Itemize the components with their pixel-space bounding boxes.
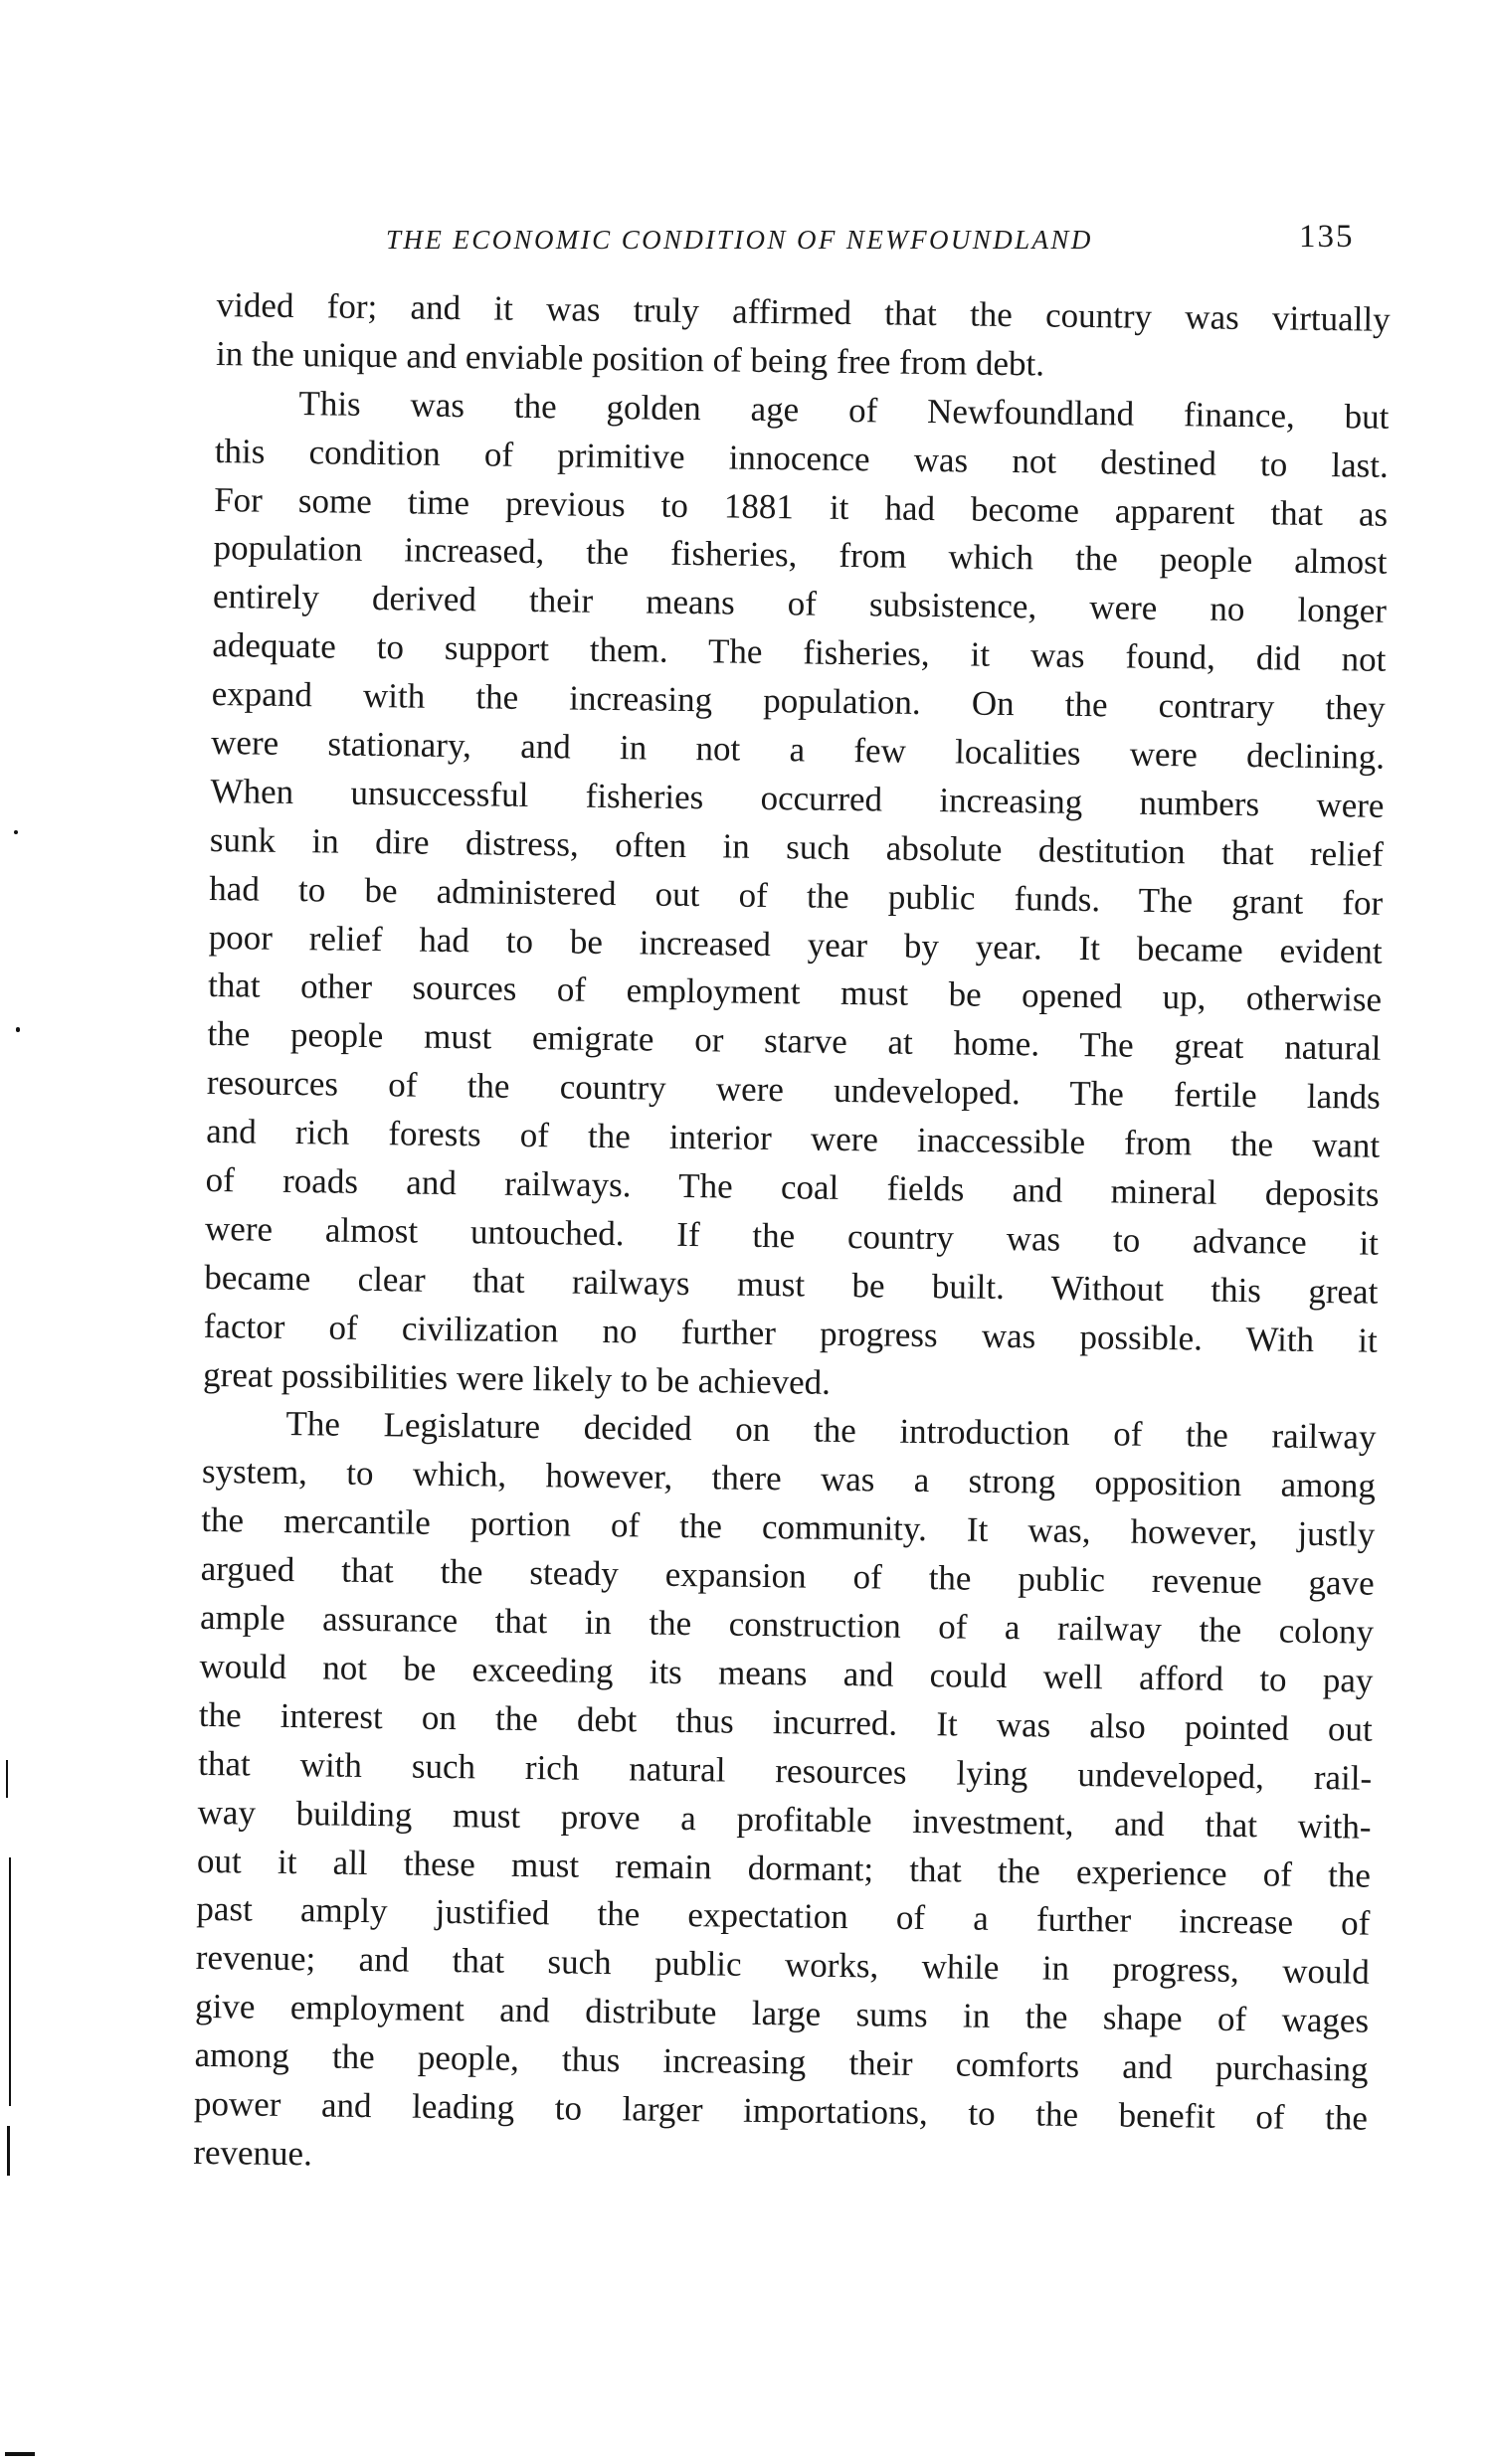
text-line: ample assurance that in the construction of a railway the colony: [199, 1597, 1375, 1652]
paragraph: [193, 1399, 1377, 2192]
paragraph: [216, 281, 1391, 394]
text-line: the people must emigrate or starve at home. The great natural: [207, 1014, 1382, 1069]
running-title: THE ECONOMIC CONDITION OF NEWFOUNDLAND: [386, 225, 1093, 255]
text-line: sunk in dire distress, often in such absolute destitution that relief: [209, 819, 1385, 874]
text-line: population increased, the fisheries, from which the people almost: [213, 528, 1388, 583]
text-line: poor relief had to be increased year by year. It became evident: [208, 917, 1383, 971]
text-line: were almost untouched. If the country was to advance it: [204, 1208, 1380, 1263]
text-line: system, to which, however, there was a strong opposition among: [201, 1452, 1377, 1506]
margin-mark: [6, 1760, 8, 1798]
paragraph: [203, 379, 1390, 1414]
text-line: were stationary, and in not a few localities were declining.: [210, 722, 1386, 777]
text-line: the mercantile portion of the community. It was, however, justly: [201, 1500, 1376, 1554]
margin-mark: [5, 2452, 35, 2456]
text-line: past amply justified the expectation of a further increase of: [196, 1889, 1371, 1944]
text-line: in the unique and enviable position of being free from debt.: [215, 333, 1045, 384]
text-line: revenue; and that such public works, while in progress, would: [195, 1938, 1370, 1992]
text-line: give employment and distribute large sums in the shape of wages: [194, 1987, 1370, 2040]
text-line: When unsuccessful fisheries occurred increasing numbers were: [210, 771, 1385, 825]
text-line: this condition of primitive innocence was not destined to last.: [214, 431, 1390, 485]
text-line: that with such rich natural resources lying undeveloped, rail-: [198, 1743, 1373, 1798]
text-line: the interest on the debt thus incurred. It was also pointed out: [198, 1694, 1374, 1749]
text-line: expand with the increasing population. On the contrary they: [211, 674, 1386, 728]
text-line: would not be exceeding its means and could well afford to pay: [199, 1646, 1374, 1700]
text-line: great possibilities were likely to be achieved.: [202, 1354, 832, 1402]
text-line: For some time previous to 1881 it had become apparent that as: [214, 479, 1389, 534]
text-line: that other sources of employment must be opened up, otherwise: [207, 966, 1383, 1020]
margin-mark: [9, 1857, 11, 2106]
text-line: revenue.: [193, 2132, 313, 2174]
text-line: out it all these must remain dormant; that the experience of the: [196, 1841, 1372, 1895]
text-line: of roads and railways. The coal fields and mineral deposits: [205, 1159, 1380, 1214]
text-line: and rich forests of the interior were inaccessible from the want: [206, 1112, 1381, 1165]
text-line: argued that the steady expansion of the public revenue gave: [200, 1549, 1375, 1603]
text-line: power and leading to larger importations, to the benefit of the: [193, 2083, 1369, 2138]
text-line: resources of the country were undeveloped. The fertile lands: [206, 1063, 1382, 1118]
page-number: 135: [1299, 219, 1355, 255]
margin-mark: [14, 830, 18, 834]
text-line: entirely derived their means of subsistence, were no longer: [212, 577, 1388, 631]
text-line: way building must prove a profitable investment, and that with-: [197, 1792, 1372, 1847]
text-line: factor of civilization no further progress was possible. With it: [203, 1306, 1378, 1360]
text-line: had to be administered out of the public funds. The grant for: [209, 868, 1384, 923]
text-line: vided for; and it was truly affirmed that the country was virtually: [216, 284, 1391, 339]
text-line: This was the golden age of Newfoundland finance, but: [298, 383, 1390, 437]
body-text: [193, 281, 1391, 2192]
page-header: [386, 219, 1381, 264]
text-line: The Legislature decided on the introduction of the railway: [285, 1404, 1377, 1458]
margin-mark: [16, 1027, 20, 1032]
margin-mark: [7, 2126, 10, 2176]
text-line: adequate to support them. The fisheries, it was found, did not: [212, 625, 1387, 680]
text-line: among the people, thus increasing their comforts and purchasing: [194, 2034, 1369, 2089]
text-line: became clear that railways must be built. Without this great: [204, 1257, 1379, 1312]
